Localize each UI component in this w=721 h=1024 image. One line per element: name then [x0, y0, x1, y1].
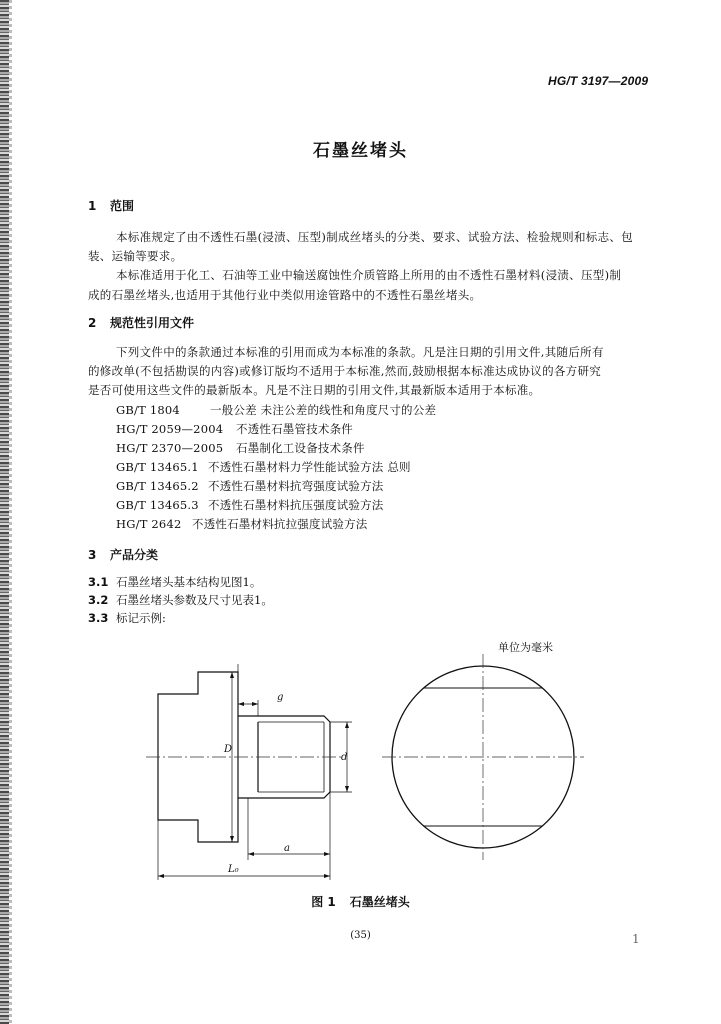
reference-code: HG/T 2370—2005: [116, 441, 224, 455]
reference-code: GB/T 13465.1: [116, 460, 199, 474]
reference-item: [116, 497, 384, 513]
refs-intro-line-3: 是否可使用这些文件的最新版本。凡是不注日期的引用文件,其最新版本适用于本标准。: [88, 383, 541, 397]
section-title: 范围: [110, 199, 135, 213]
reference-item: [116, 402, 436, 418]
reference-code: GB/T 13465.2: [116, 479, 199, 493]
reference-title: 石墨制化工设备技术条件: [236, 441, 365, 455]
scope-paragraph-2-line-1: 本标准适用于化工、石油等工业中输送腐蚀性介质管路上所用的由不透性石墨材料(浸渍、压型)制: [116, 268, 622, 282]
reference-item: [116, 421, 353, 437]
dim-label-a: a: [284, 843, 290, 854]
figure-caption: [0, 893, 721, 910]
clause-number: 3.1: [88, 575, 109, 589]
dim-label-L0: L₀: [228, 864, 239, 875]
reference-code: HG/T 2059—2004: [116, 422, 224, 436]
section-3-heading: [88, 546, 158, 563]
scope-paragraph-1-line-2: 装、运输等要求。: [88, 249, 183, 263]
reference-title: 不透性石墨管技术条件: [236, 422, 353, 436]
clause-number: 3.3: [88, 611, 109, 625]
reference-title: 一般公差 未注公差的线性和角度尺寸的公差: [210, 403, 437, 417]
dim-label-d: d: [341, 752, 348, 763]
document-title: 石墨丝堵头: [313, 141, 408, 161]
dim-label-D: D: [224, 744, 233, 755]
clause-3-3: [88, 610, 166, 626]
reference-item: [116, 440, 365, 456]
clause-text: 标记示例:: [116, 611, 166, 625]
refs-intro-line-2: 的修改单(不包括勘误的内容)或修订版均不适用于本标准,然而,鼓励根据本标准达成协议的各方研究: [88, 364, 602, 378]
reference-title: 不透性石墨材料抗压强度试验方法: [208, 498, 384, 512]
page-number: (35): [350, 930, 371, 941]
reference-code: HG/T 2642: [116, 517, 182, 531]
reference-code: GB/T 1804: [116, 403, 180, 417]
margin-mark: 1: [632, 932, 640, 946]
figure-number: 图 1: [311, 895, 336, 909]
clause-text: 石墨丝堵头基本结构见图1。: [116, 575, 262, 589]
figure-title: 石墨丝堵头: [349, 895, 410, 909]
standard-number: HG/T 3197—2009: [548, 74, 649, 88]
scope-paragraph-1-line-1: 本标准规定了由不透性石墨(浸渍、压型)制成丝堵头的分类、要求、试验方法、检验规则和标志、包: [116, 230, 633, 244]
clause-text: 石墨丝堵头参数及尺寸见表1。: [116, 593, 273, 607]
section-1-heading: [88, 197, 134, 214]
section-title: 规范性引用文件: [110, 316, 195, 330]
section-title: 产品分类: [110, 548, 159, 562]
dim-label-g: g: [277, 692, 284, 703]
section-number: 1: [88, 199, 97, 213]
unit-note: 单位为毫米: [498, 641, 553, 654]
graphite-plug-drawing: [140, 650, 600, 886]
reference-title: 不透性石墨材料力学性能试验方法 总则: [208, 460, 411, 474]
reference-item: [116, 516, 368, 532]
section-number: 2: [88, 316, 97, 330]
section-2-heading: [88, 314, 194, 331]
reference-title: 不透性石墨材料抗弯强度试验方法: [208, 479, 384, 493]
reference-code: GB/T 13465.3: [116, 498, 199, 512]
reference-title: 不透性石墨材料抗拉强度试验方法: [192, 517, 368, 531]
refs-intro-line-1: 下列文件中的条款通过本标准的引用而成为本标准的条款。凡是注日期的引用文件,其随后所有: [116, 345, 604, 359]
clause-number: 3.2: [88, 593, 109, 607]
reference-item: [116, 459, 411, 475]
section-number: 3: [88, 548, 97, 562]
reference-item: [116, 478, 384, 494]
scope-paragraph-2-line-2: 成的石墨丝堵头,也适用于其他行业中类似用途管路中的不透性石墨丝堵头。: [88, 288, 482, 302]
clause-3-2: [88, 592, 273, 608]
clause-3-1: [88, 574, 261, 590]
